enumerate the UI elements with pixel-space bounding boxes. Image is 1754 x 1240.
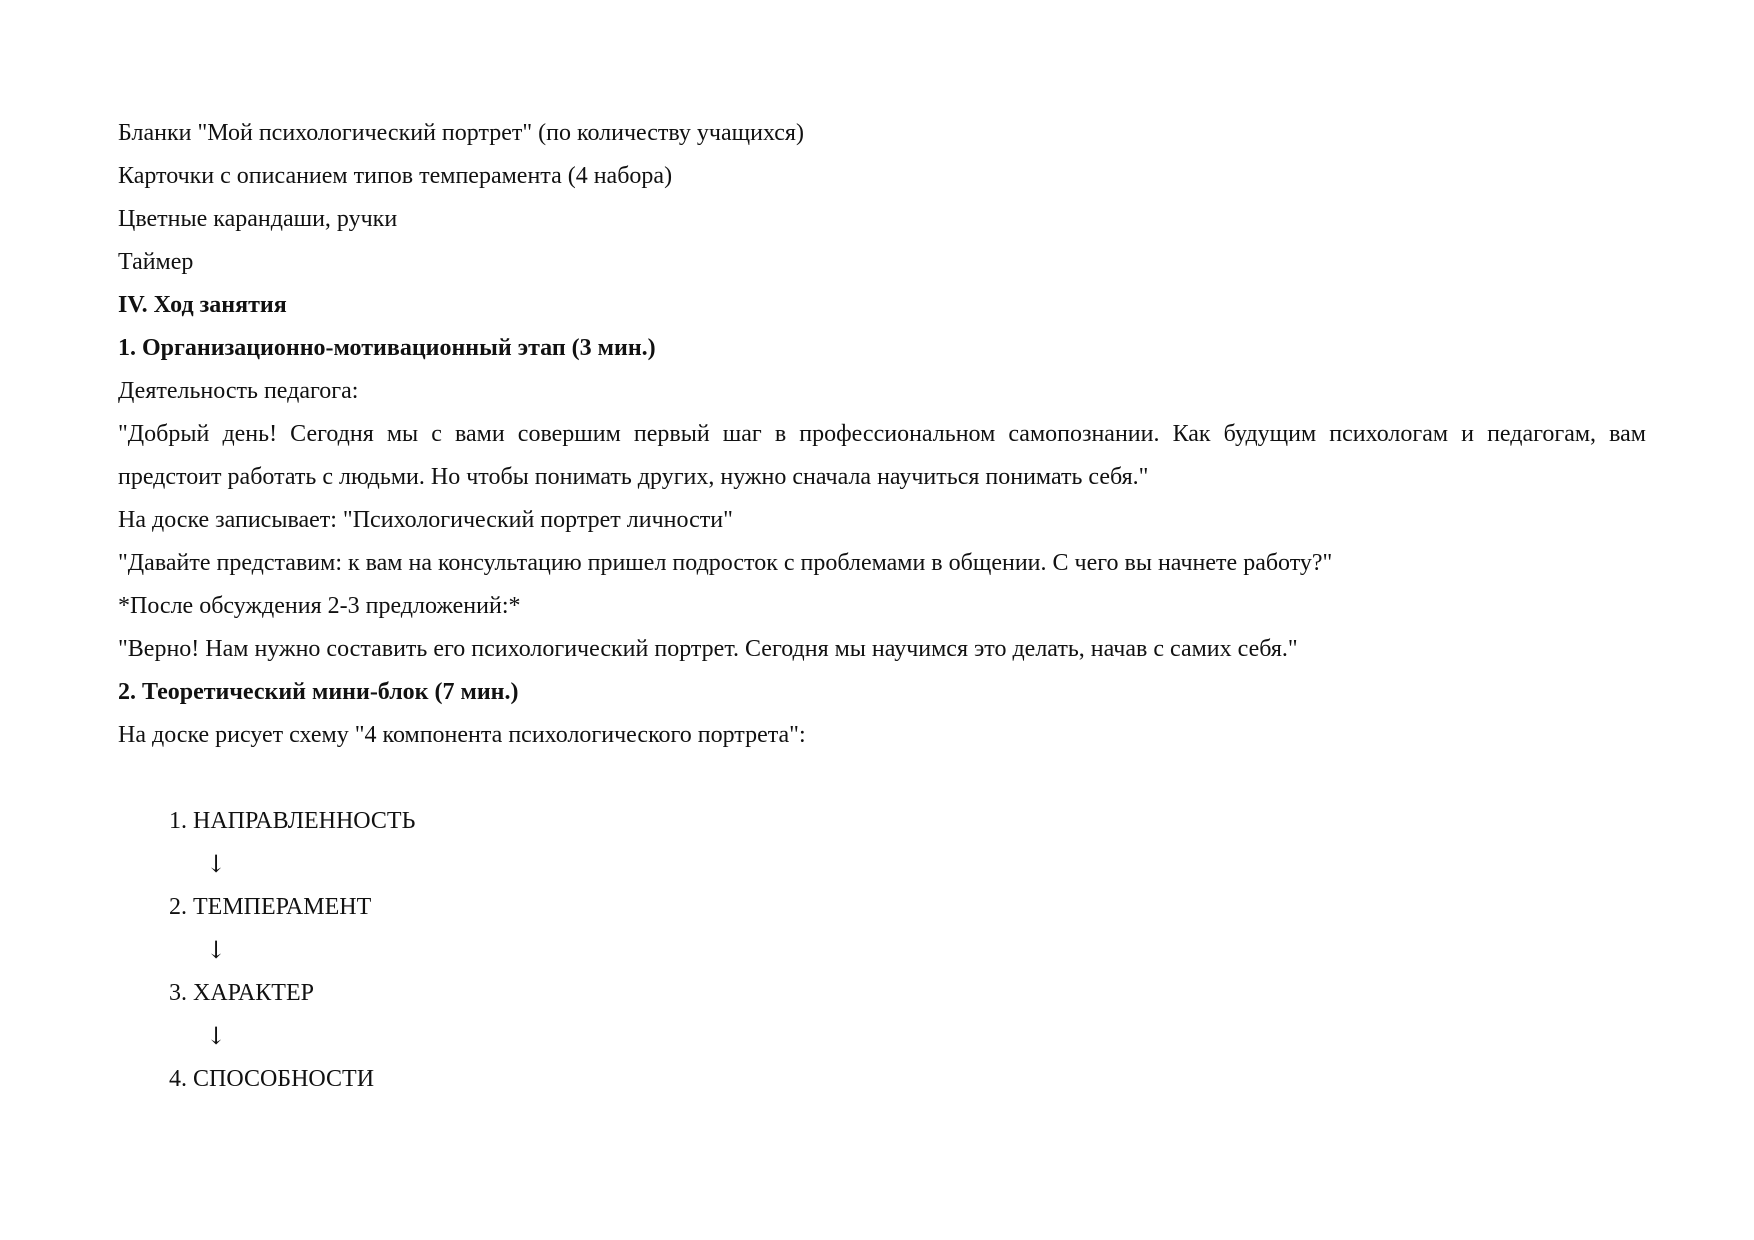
teacher-activity-label: Деятельность педагога: [118, 378, 359, 404]
teacher-speech-2: "Давайте представим: к вам на консультацию пришел подросток с проблемами в общении. С чего вы начнете работу?" [118, 550, 1333, 576]
section-heading: IV. Ход занятия [118, 292, 287, 318]
teacher-speech-3: "Верно! Нам нужно составить его психологический портрет. Сегодня мы научимся это делать, начав с самих себя." [118, 636, 1298, 662]
down-arrow-icon: ↓ [206, 850, 227, 878]
down-arrow-icon: ↓ [206, 1022, 227, 1050]
teacher-speech-1-line-2: предстоит работать с людьми. Но чтобы понимать других, нужно сначала научиться понимать себя." [118, 464, 1149, 490]
material-item-blanks: Бланки "Мой психологический портрет" (по количеству учащихся) [118, 120, 804, 146]
material-item-timer: Таймер [118, 249, 194, 275]
scheme-item-orientation: 1. НАПРАВЛЕННОСТЬ [169, 808, 416, 834]
board-scheme-intro: На доске рисует схему "4 компонента психологического портрета": [118, 722, 806, 748]
down-arrow-icon: ↓ [206, 936, 227, 964]
document-page [118, 112, 1646, 1101]
board-note: На доске записывает: "Психологический портрет личности" [118, 507, 733, 533]
stage1-heading: 1. Организационно-мотивационный этап (3 мин.) [118, 335, 656, 361]
stage2-heading: 2. Теоретический мини-блок (7 мин.) [118, 679, 519, 705]
portrait-components-scheme [118, 800, 1646, 1101]
after-discussion-note: *После обсуждения 2-3 предложений:* [118, 593, 521, 619]
material-item-pencils: Цветные карандаши, ручки [118, 206, 398, 232]
scheme-item-temperament: 2. ТЕМПЕРАМЕНТ [169, 894, 372, 920]
blank-line [118, 757, 1646, 800]
scheme-item-character: 3. ХАРАКТЕР [169, 980, 314, 1006]
material-item-cards: Карточки с описанием типов темперамента (4 набора) [118, 163, 673, 189]
teacher-speech-1-line-1: "Добрый день! Сегодня мы с вами совершим первый шаг в профессиональном самопознании. Как будущим психологам и педагогам, вам [118, 421, 1646, 447]
scheme-item-abilities: 4. СПОСОБНОСТИ [169, 1066, 375, 1092]
